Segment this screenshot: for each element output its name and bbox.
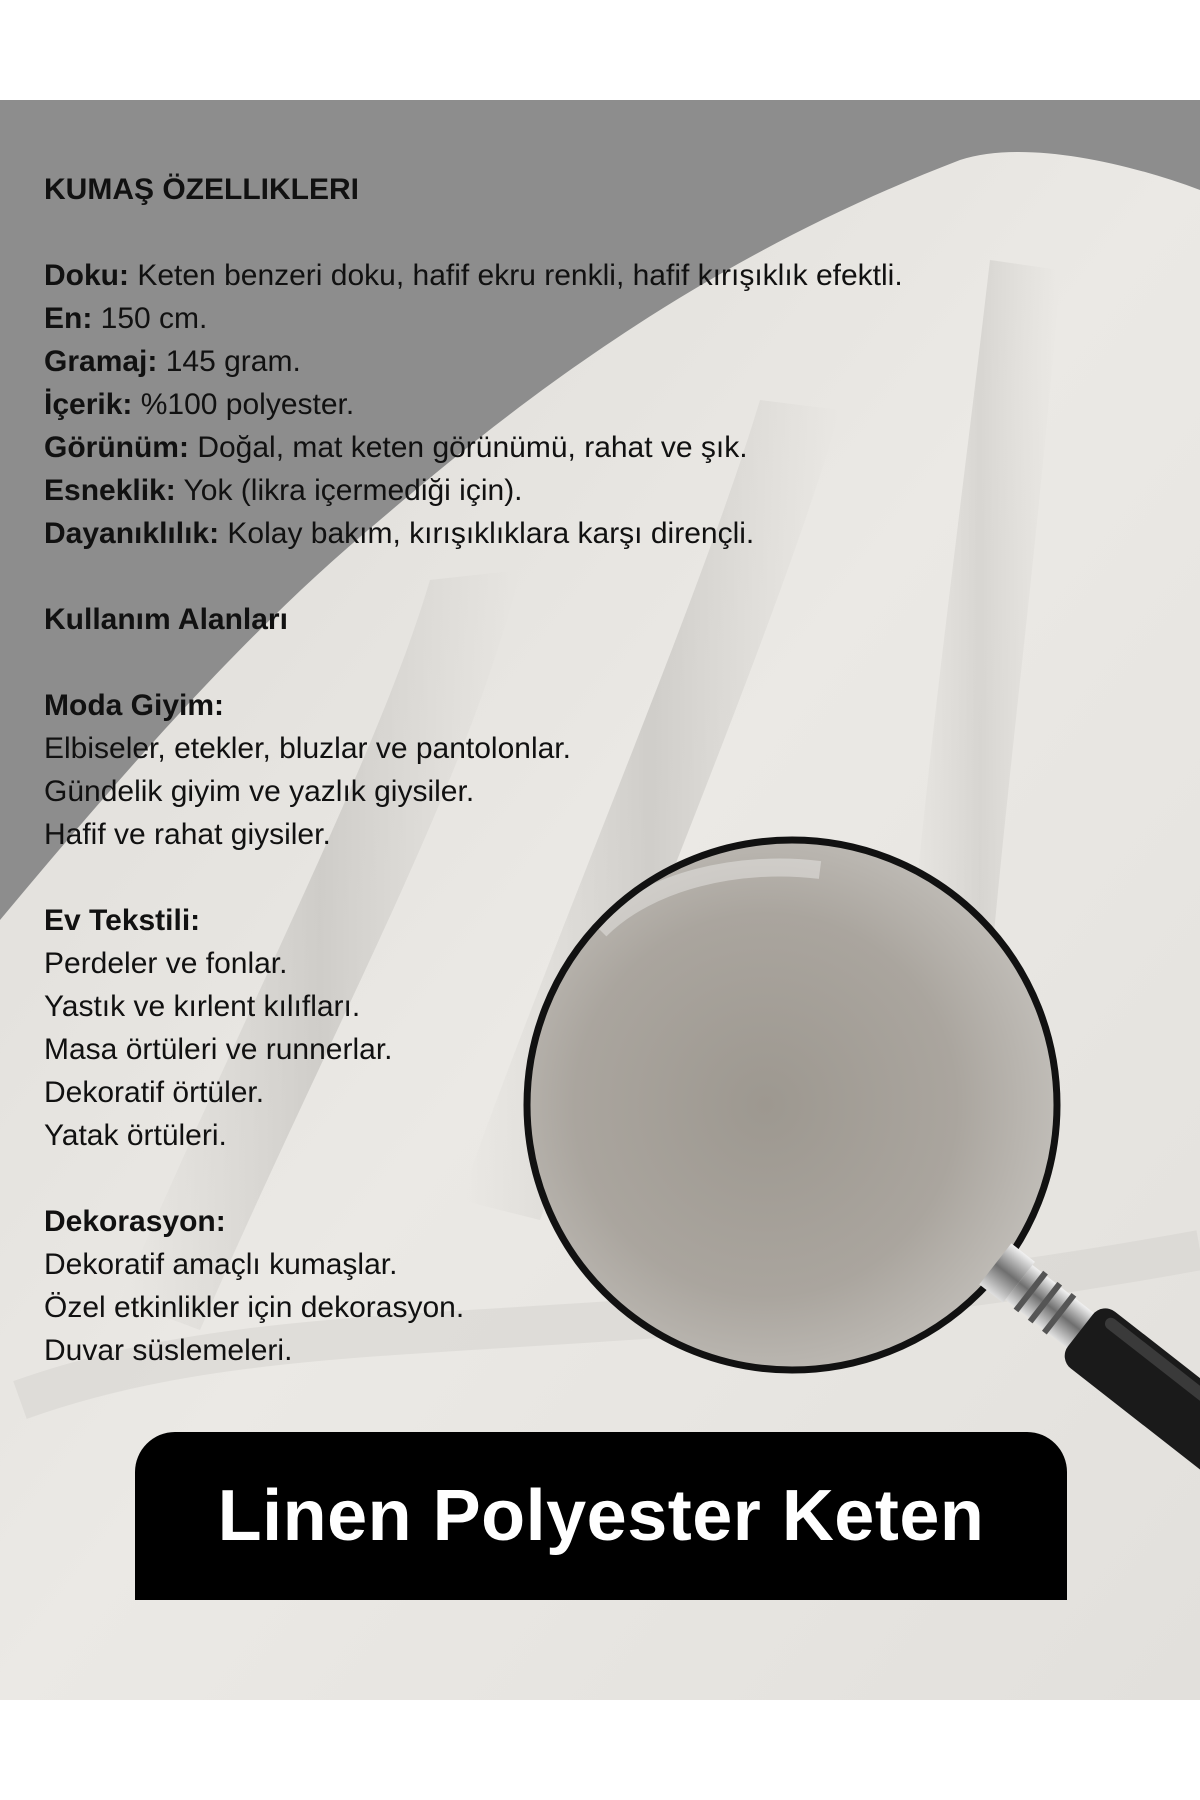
usage-title: Kullanım Alanları: [44, 603, 288, 636]
spec-width: En: 150 cm.: [44, 302, 208, 335]
product-title: Linen Polyester Keten: [217, 1476, 985, 1556]
product-title-banner: [135, 1432, 1067, 1600]
specs-heading: KUMAŞ ÖZELLIKLERI: [44, 173, 359, 206]
fabric-specs: [44, 168, 1044, 1372]
usage-item: Gündelik giyim ve yazlık giysiler.: [44, 775, 475, 808]
usage-item: Elbiseler, etekler, bluzlar ve pantolonlar.: [44, 732, 571, 765]
usage-item: Hafif ve rahat giysiler.: [44, 818, 331, 851]
spec-weight: Gramaj: 145 gram.: [44, 345, 301, 378]
usage-item: Perdeler ve fonlar.: [44, 947, 288, 980]
spec-appearance: Görünüm: Doğal, mat keten görünümü, rahat ve şık.: [44, 431, 748, 464]
usage-item: Duvar süslemeleri.: [44, 1334, 293, 1367]
usage-item: Masa örtüleri ve runnerlar.: [44, 1033, 393, 1066]
usage-item: Dekoratif örtüler.: [44, 1076, 265, 1109]
spec-elasticity: Esneklik: Yok (likra içermediği için).: [44, 474, 523, 507]
usage-item: Dekoratif amaçlı kumaşlar.: [44, 1248, 398, 1281]
spec-content: İçerik: %100 polyester.: [44, 388, 355, 421]
usage-group-title: Moda Giyim:: [44, 689, 225, 722]
usage-item: Özel etkinlikler için dekorasyon.: [44, 1291, 465, 1324]
usage-item: Yatak örtüleri.: [44, 1119, 227, 1152]
usage-group-title: Dekorasyon:: [44, 1205, 226, 1238]
usage-group-title: Ev Tekstili:: [44, 904, 201, 937]
usage-item: Yastık ve kırlent kılıfları.: [44, 990, 361, 1023]
spec-texture: Doku: Keten benzeri doku, hafif ekru renkli, hafif kırışıklık efektli.: [44, 259, 903, 292]
spec-durability: Dayanıklılık: Kolay bakım, kırışıklıklara karşı dirençli.: [44, 517, 755, 550]
